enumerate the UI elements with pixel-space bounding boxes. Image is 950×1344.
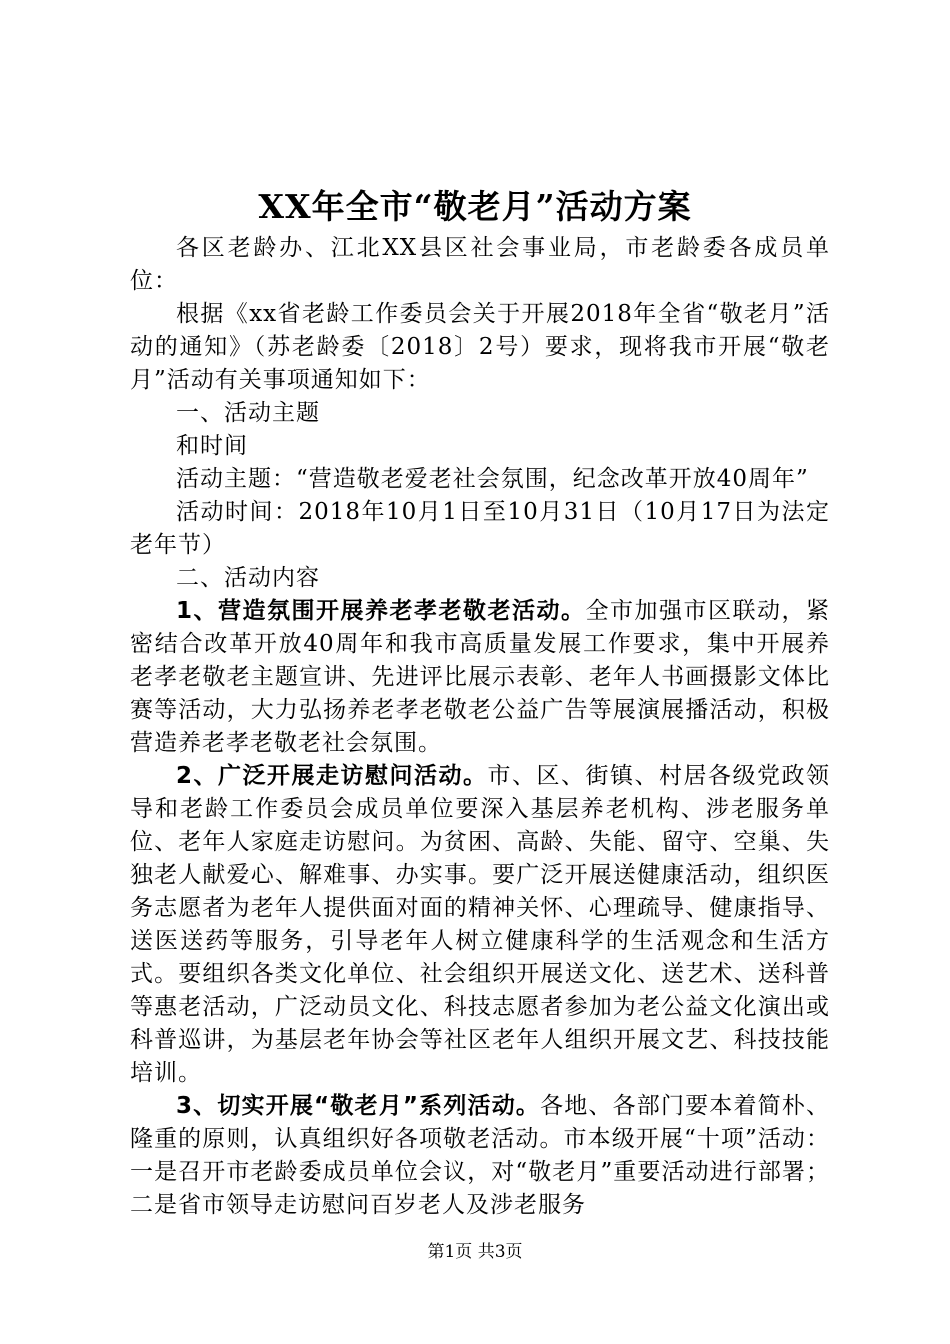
paragraph-text: 活动时间：2018年10月1日至10月31日（10月17日为法定老年节） [130, 499, 830, 558]
paragraph-text: 市、区、街镇、村居各级党政领导和老龄工作委员会成员单位要深入基层养老机构、涉老服务单位、老年人家庭走访慰问。为贫困、高龄、失能、留守、空巢、失独老人献爱心、解难事、办实事。要广泛开展送健康活动，组织医务志愿者为老年人提供面对面的精神关怀、心理疏导、健康指导、送医送药等服务，引导老年人树立健康科学的生活观念和生活方式。要组织各类文化单位、社会组织开展送文化、送艺术、送科普等惠老活动，广泛动员文化、科技志愿者参加为老公益文化演出或科普巡讲，为基层老年协会等社区老年人组织开展文艺、科技技能培训。 [130, 763, 830, 1086]
paragraph-time [130, 496, 830, 562]
section-heading-1 [130, 397, 830, 430]
paragraph-item-1 [130, 595, 830, 760]
paragraph-text: 和时间 [176, 433, 248, 459]
paragraph-salutation [130, 232, 830, 298]
page-footer: 第1页 共3页 [427, 1242, 523, 1262]
heading-text: 一、活动主题 [176, 400, 320, 426]
heading-text: 二、活动内容 [176, 565, 320, 591]
item-lead: 3、切实开展“敬老月”系列活动。 [176, 1093, 541, 1119]
paragraph-text: 全市加强市区联动，紧密结合改革开放40周年和我市高质量发展工作要求，集中开展养老孝老敬老主题宣讲、先进评比展示表彰、老年人书画摄影文体比赛等活动，大力弘扬养老孝老敬老公益广告等展演展播活动，积极营造养老孝老敬老社会氛围。 [130, 598, 830, 756]
item-lead: 1、营造氛围开展养老孝老敬老活动。 [176, 598, 586, 624]
paragraph-text: 活动主题：“营造敬老爱老社会氛围，纪念改革开放40周年” [176, 466, 809, 492]
paragraph-item-3 [130, 1090, 830, 1222]
document-title: XX年全市“敬老月”活动方案 [258, 187, 692, 226]
paragraph-theme [130, 463, 830, 496]
paragraph-item-2 [130, 760, 830, 1090]
paragraph-intro [130, 298, 830, 397]
paragraph-text: 根据《xx省老龄工作委员会关于开展2018年全省“敬老月”活动的通知》（苏老龄委〔2018〕2号）要求，现将我市开展“敬老月”活动有关事项通知如下： [130, 301, 830, 393]
paragraph-subheading [130, 430, 830, 463]
paragraph-text: 各地、各部门要本着简朴、隆重的原则，认真组织好各项敬老活动。市本级开展“十项”活动：一是召开市老龄委成员单位会议，对“敬老月”重要活动进行部署；二是省市领导走访慰问百岁老人及涉老服务 [130, 1093, 830, 1218]
section-heading-2 [130, 562, 830, 595]
document-body [130, 232, 830, 1222]
item-lead: 2、广泛开展走访慰问活动。 [176, 763, 488, 789]
paragraph-text: 各区老龄办、江北XX县区社会事业局，市老龄委各成员单位： [130, 235, 830, 294]
